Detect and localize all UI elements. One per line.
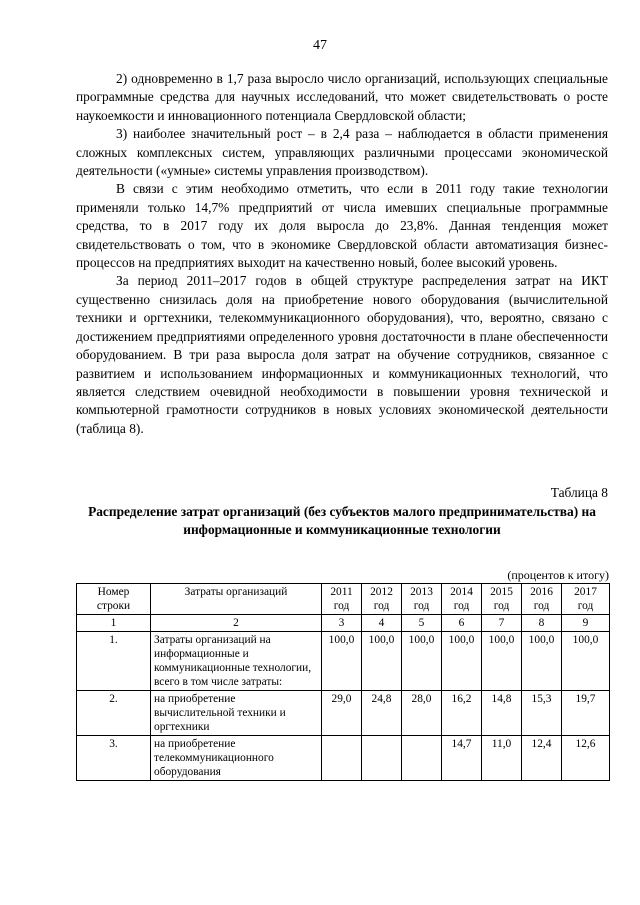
table-row <box>77 736 610 781</box>
table-row <box>77 632 610 691</box>
cell-value: 28,0 <box>402 691 442 736</box>
column-number: 6 <box>442 615 482 632</box>
cell-value: 15,3 <box>522 691 562 736</box>
cell-value: 100,0 <box>322 632 362 691</box>
body-text <box>76 70 608 438</box>
row-number: 3. <box>77 736 151 781</box>
column-number: 7 <box>482 615 522 632</box>
column-number: 2 <box>151 615 322 632</box>
row-description: на приобретение телекоммуникационного оборудования <box>151 736 322 781</box>
cell-value: 19,7 <box>562 691 610 736</box>
cell-value <box>402 736 442 781</box>
header-row <box>77 584 610 615</box>
header-costs: Затраты организаций <box>151 584 322 615</box>
cell-value: 14,7 <box>442 736 482 781</box>
header-year: 2013 год <box>402 584 442 615</box>
column-number-row <box>77 615 610 632</box>
header-year: 2017 год <box>562 584 610 615</box>
cell-value: 100,0 <box>562 632 610 691</box>
cell-value: 24,8 <box>362 691 402 736</box>
units-note: (процентов к итогу) <box>507 568 609 582</box>
page-number: 47 <box>313 38 327 53</box>
data-table <box>76 583 610 781</box>
row-description: Затраты организаций на информационные и коммуникационные технологии, всего в том числе затраты: <box>151 632 322 691</box>
cell-value: 11,0 <box>482 736 522 781</box>
column-number: 1 <box>77 615 151 632</box>
row-number: 1. <box>77 632 151 691</box>
row-description: на приобретение вычислительной техники и оргтехники <box>151 691 322 736</box>
header-year: 2012 год <box>362 584 402 615</box>
cell-value: 100,0 <box>482 632 522 691</box>
cell-value: 100,0 <box>402 632 442 691</box>
cell-value: 100,0 <box>522 632 562 691</box>
column-number: 4 <box>362 615 402 632</box>
table-row <box>77 691 610 736</box>
cell-value <box>322 736 362 781</box>
header-row-no: Номер строки <box>77 584 151 615</box>
column-number: 3 <box>322 615 362 632</box>
paragraph: За период 2011–2017 годов в общей структуре распределения затрат на ИКТ существенно снизилась доля на приобретение нового оборудования (вычислительной техники и оргтехники, телекоммуникационного оборудования), что, вероятно, связано с достижением предприятиями определенного уровня достаточности в плане обеспеченности оборудованием. В три раза выросла доля затрат на обучение сотрудников, связанное с развитием и использованием информационных и коммуникационных технологий, что является следствием очевидной необходимости в повышении уровня технической и компьютерной грамотности сотрудников в новых условиях экономической деятельности (таблица 8). <box>76 273 608 436</box>
column-number: 5 <box>402 615 442 632</box>
cell-value <box>362 736 402 781</box>
header-year: 2011 год <box>322 584 362 615</box>
header-year: 2016 год <box>522 584 562 615</box>
row-number: 2. <box>77 691 151 736</box>
table-label: Таблица 8 <box>550 485 608 500</box>
cell-value: 16,2 <box>442 691 482 736</box>
cell-value: 29,0 <box>322 691 362 736</box>
column-number: 9 <box>562 615 610 632</box>
table-title: Распределение затрат организаций (без субъектов малого предпринимательства) на информационные и коммуникационные технологии <box>88 504 596 537</box>
cell-value: 14,8 <box>482 691 522 736</box>
paragraph: 2) одновременно в 1,7 раза выросло число организаций, использующих специальные программные средства для научных исследований, что может свидетельствовать о росте наукоемкости и инновационного потенциала Свердловской области; <box>76 71 608 123</box>
cell-value: 100,0 <box>442 632 482 691</box>
cell-value: 100,0 <box>362 632 402 691</box>
paragraph: В связи с этим необходимо отметить, что если в 2011 году такие технологии применяли только 14,7% предприятий от числа имевших специальные программные средства, то в 2017 году их доля выросла до 23,8%. Данная тенденция может свидетельствовать о том, что в экономике Свердловской области автоматизация бизнес-процессов на предприятиях выходит на качественно новый, более высокий уровень. <box>76 181 608 271</box>
header-year: 2014 год <box>442 584 482 615</box>
column-number: 8 <box>522 615 562 632</box>
cell-value: 12,4 <box>522 736 562 781</box>
cell-value: 12,6 <box>562 736 610 781</box>
header-year: 2015 год <box>482 584 522 615</box>
paragraph: 3) наиболее значительный рост – в 2,4 раза – наблюдается в области применения сложных комплексных систем, управляющих различными процессами экономической деятельности («умные» системы управления производством). <box>76 126 608 179</box>
